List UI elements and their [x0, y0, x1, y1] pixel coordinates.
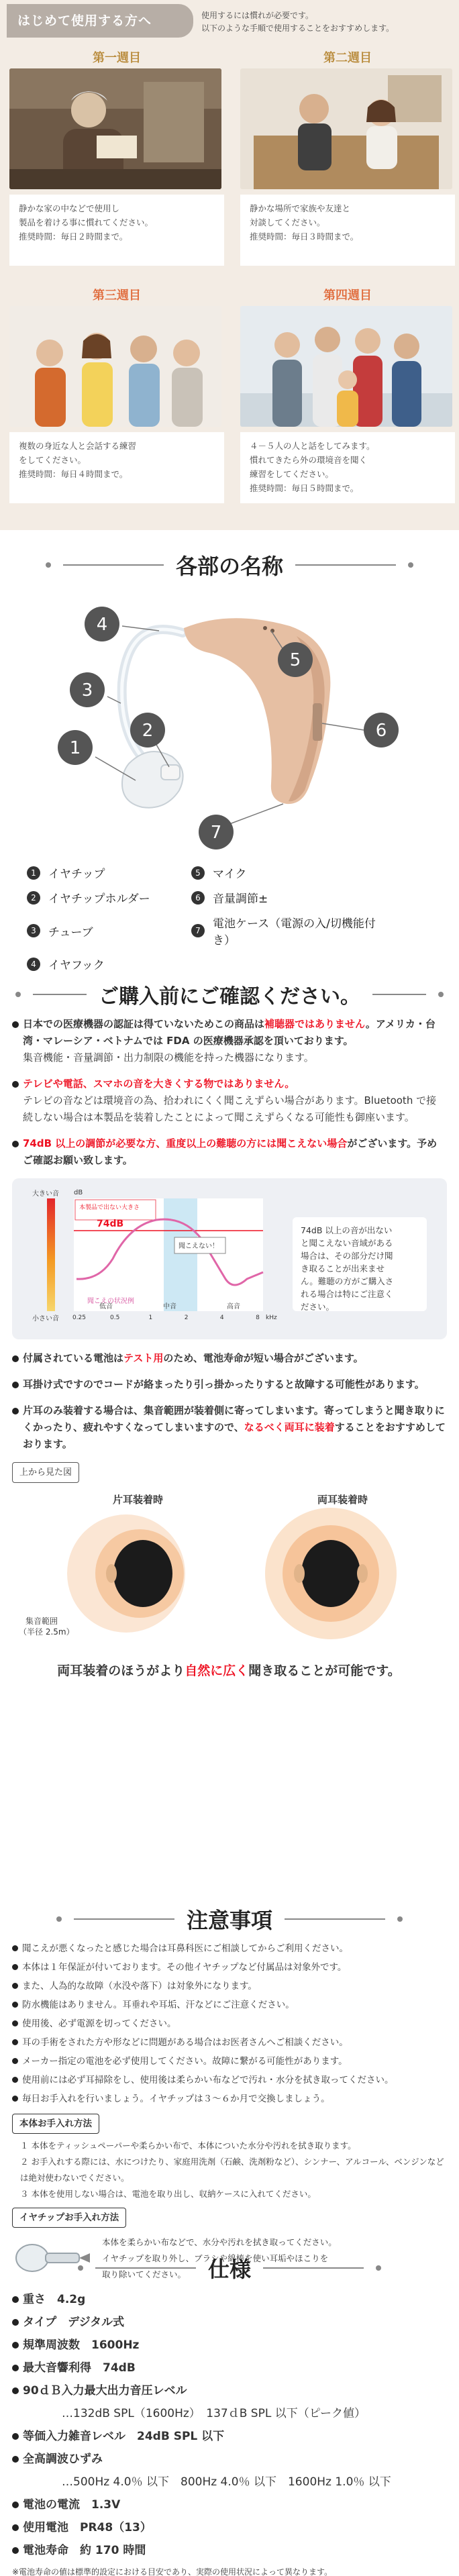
single-ear — [106, 1564, 117, 1583]
text: テレビの音などは環境音の為、拾われにくく聞こえずらい場合があります。Bluetooth で接続しない場合は本製品を装着したことによって聞こえずらくなる可能性も御座います。 — [23, 1094, 437, 1123]
mic-hole — [263, 626, 267, 630]
spec-item — [12, 2379, 446, 2402]
confirm-item-text — [23, 1135, 446, 1169]
svg-text:5: 5 — [289, 650, 301, 670]
range-radius: （半径 2.5m） — [19, 1627, 74, 1637]
freq-unit: kHz — [266, 1315, 277, 1321]
top-box-label: 本製品で出ない大きさ — [79, 1204, 140, 1211]
spec-item — [12, 2493, 446, 2516]
weeks-grid — [7, 48, 452, 514]
single-label: 片耳装着時 — [113, 1494, 164, 1506]
y-top-label: 大きい音 — [32, 1190, 59, 1198]
bullet — [12, 2077, 18, 2083]
x-group-label: 中音 — [163, 1303, 176, 1310]
week-desc-line: ４－５人の人と話をしてみます。 — [250, 441, 375, 451]
title-line — [33, 994, 87, 995]
title-dot — [46, 562, 51, 568]
confirm-title-row — [0, 973, 459, 1016]
week-desc — [9, 432, 224, 503]
note-text: 使用後、必ず電源を切ってください。 — [22, 2018, 176, 2029]
confirm-item — [12, 1016, 446, 1066]
bullet — [12, 1141, 19, 1147]
side-note-line: 74dB 以上の音が出ない — [301, 1225, 393, 1235]
week-card-4 — [240, 286, 455, 514]
side-note-line: ださい。 — [301, 1302, 335, 1312]
note-text: メーカー指定の電池を必ず使用してください。故障に繋がる可能性があります。 — [22, 2056, 348, 2067]
week-title: 第四週目 — [323, 289, 372, 303]
note-text: また、人為的な故障（水没や落下）は対象外になります。 — [22, 1981, 257, 1992]
title-line — [285, 1918, 385, 1920]
confirm-item — [12, 1076, 446, 1126]
bullet — [12, 2342, 19, 2349]
text: 集音機能・音量調節・出力制限の機能を持った機器になります。 — [23, 1051, 314, 1064]
week-desc-line: 製品を着ける事に慣れてください。 — [19, 217, 154, 227]
highlight: の方には聞こえない場合 — [236, 1137, 348, 1149]
highlight: テレビや電話、スマホの音を大きくする物ではありません。 — [23, 1078, 295, 1090]
inner-label: 聞こえない！ — [178, 1243, 219, 1250]
x-tick: 8 — [256, 1315, 260, 1321]
week-desc — [240, 195, 455, 266]
highlight: 補聴器ではありません — [264, 1018, 366, 1030]
care-item: ３ 本体を使用しない場合は、電池を取り出し、収納ケースに入れてください。 — [20, 2189, 316, 2199]
legend-number: 2 — [27, 891, 40, 905]
confirm-item — [12, 1135, 446, 1169]
note-item — [12, 1958, 446, 1977]
legend-item — [191, 864, 393, 881]
title-dot — [56, 1916, 62, 1922]
double-ear-right — [357, 1564, 368, 1583]
confirm-item-text — [23, 1016, 446, 1066]
spec-list — [12, 2288, 446, 2562]
single-head — [113, 1540, 172, 1607]
week-desc-line: 静かな場所で家族や友達と — [250, 203, 351, 213]
spec-text: 電池寿命 約 170 時間 — [23, 2544, 146, 2557]
ear-tip-holder — [161, 765, 180, 780]
text: のため、電池寿命が短い場合がございます。 — [163, 1352, 364, 1364]
callout-3 — [70, 672, 105, 707]
y-bottom-label: 小さい音 — [32, 1315, 59, 1323]
both-ears-note — [12, 1663, 446, 1680]
highlight: 自然に広く — [185, 1663, 249, 1678]
text: することをおすすめしております。 — [23, 1421, 446, 1450]
text: 。アメリカ・台湾・マレーシア・ベトナムでは FDA の医療機器承認を頂いております。 — [23, 1018, 436, 1047]
title-line — [95, 2267, 196, 2269]
intro-section — [0, 0, 459, 530]
title-line — [74, 1918, 174, 1920]
care-list — [12, 2138, 446, 2202]
week-desc-line: 推奨時間：毎日３時間まで。 — [250, 231, 359, 242]
title-dot — [15, 992, 21, 997]
spec-item — [12, 2288, 446, 2311]
note-text: 本体は１年保証が付いております。その他イヤチップなど付属品は対象外です。 — [22, 1962, 347, 1973]
double-ear-left — [294, 1564, 305, 1583]
spec-item — [12, 2539, 446, 2562]
confirm-title: ご購入前にご確認ください。 — [99, 985, 360, 1009]
week-desc-line: 推奨時間：毎日２時間まで。 — [19, 231, 128, 242]
parts-legend — [0, 864, 459, 972]
chart-side-note — [293, 1217, 427, 1311]
note-item — [12, 2052, 446, 2071]
x-tick: 1 — [148, 1315, 153, 1321]
tip-line: イヤチップを取り外し、ブラシや綿棒を使い耳垢やほこりを — [102, 2253, 329, 2263]
legend-item — [27, 914, 191, 947]
title-dot — [376, 2265, 381, 2271]
note-text: 使用前には必ず耳掃除をし、使用後は柔らかい布などで汚れ・水分を拭き取ってください。 — [22, 2075, 394, 2085]
title-line — [295, 564, 396, 566]
x-group-label: 低音 — [99, 1303, 113, 1310]
title-line — [263, 2267, 364, 2269]
svg-text:2: 2 — [142, 721, 154, 741]
week-desc — [240, 432, 455, 503]
bullet — [12, 1382, 19, 1388]
callout-7 — [199, 815, 234, 849]
side-note-line: と聞こえない音域がある — [301, 1238, 393, 1248]
highlight: 74dB 以上の調節が必要な方、重度以上の — [23, 1137, 217, 1149]
legend-item — [27, 864, 191, 881]
top-view-diagram — [12, 1483, 447, 1651]
week-desc — [9, 195, 224, 266]
x-tick: 4 — [219, 1315, 224, 1321]
week-photo-family — [240, 306, 452, 427]
confirm-body — [0, 1016, 459, 1680]
title-dot — [397, 1916, 403, 1922]
spec-item — [12, 2448, 446, 2471]
legend-item — [191, 914, 393, 947]
bullet — [12, 1983, 18, 1989]
bottom-label: 聞こえの状況例 — [87, 1298, 134, 1305]
legend-item — [191, 889, 393, 906]
confirm-item — [12, 1376, 446, 1393]
title-line — [372, 994, 426, 995]
text: 片耳のみ装着する場合は、集音範囲が装着側に寄ってしまいます。寄ってしまうと聞き取りにくかったり、疲れやすくなってしまいますので、 — [23, 1404, 445, 1433]
legend-number: 3 — [27, 924, 40, 937]
mid-band — [164, 1198, 197, 1311]
volume-arrow — [47, 1198, 55, 1311]
level-74-label: 74dB — [97, 1219, 124, 1229]
bullet — [12, 2547, 19, 2554]
care-item: １ 本体をティッシュペーパーや柔らかい布で、本体についた水分や汚れを拭き取ります。 — [20, 2141, 356, 2151]
tip-line: 本体を柔らかい布などで、水分や汚れを拭き取ってください。 — [102, 2237, 337, 2247]
bullet — [12, 2524, 19, 2531]
spec-item — [12, 2334, 446, 2357]
svg-text:1: 1 — [69, 738, 81, 758]
x-tick: 2 — [184, 1315, 189, 1321]
spec-text: 最大音響利得 74dB — [23, 2361, 136, 2375]
confirm-item-text — [23, 1402, 446, 1453]
svg-text:4: 4 — [96, 615, 108, 635]
hearing-chart — [12, 1178, 447, 1339]
svg-text:6: 6 — [375, 721, 387, 741]
callout-4 — [85, 607, 119, 641]
bullet — [12, 2020, 18, 2026]
bullet — [12, 2365, 19, 2371]
legend-number: 5 — [191, 866, 205, 880]
week-desc-line: 練習をしてください。 — [250, 469, 334, 479]
note-item — [12, 2090, 446, 2108]
bullet — [12, 2456, 19, 2463]
double-label: 両耳装着時 — [317, 1494, 368, 1506]
intro-text — [193, 4, 394, 35]
note-text: 毎日お手入れを行いましょう。イヤチップは３～６か月で交換しましょう。 — [22, 2094, 330, 2104]
side-note-line: れる場合は特にご注意く — [301, 1289, 393, 1299]
legend-number: 7 — [191, 924, 205, 937]
side-note-line: き取ることが出来ませ — [301, 1264, 385, 1274]
tip-tag: イヤチップお手入れ方法 — [12, 2208, 126, 2228]
week-desc-line: をしてください。 — [19, 455, 87, 465]
bullet — [12, 2058, 18, 2064]
bullet — [12, 1408, 19, 1414]
note-item — [12, 2033, 446, 2052]
bullet — [12, 1964, 18, 1970]
bullet — [12, 1355, 19, 1362]
note-text: 耳の手術をされた方や形などに問題がある場合はお医者さんへご相談ください。 — [22, 2037, 348, 2048]
spec-text: 90ｄＢ入力最大出力音圧レベル — [23, 2384, 187, 2398]
text: 聞き取ることが可能です。 — [248, 1663, 401, 1678]
spec-subitem: …132dB SPL（1600Hz） 137ｄB SPL 以下（ピーク値） — [62, 2407, 366, 2420]
legend-item — [27, 956, 191, 972]
intro-text-line: 使用するには慣れが必要です。 — [201, 11, 314, 20]
spec-title: 仕様 — [207, 2257, 251, 2282]
svg-text:3: 3 — [81, 680, 93, 701]
spec-item — [12, 2311, 446, 2334]
top-view — [12, 1462, 446, 1656]
spec-body — [0, 2288, 459, 2576]
spec-text: タイプ デジタル式 — [23, 2316, 125, 2329]
top-view-tag: 上から見た図 — [12, 1462, 79, 1483]
notes-title: 注意事項 — [186, 1908, 272, 1933]
tip-line: 取り除いてください。 — [102, 2269, 187, 2279]
note-item — [12, 2014, 446, 2033]
callout-5 — [278, 642, 313, 677]
confirm-item — [12, 1402, 446, 1453]
intro-header — [7, 4, 452, 48]
spec-text: 電池の電流 1.3V — [23, 2498, 121, 2512]
notes-title-row — [0, 1899, 459, 1939]
side-note-line: ん。難聴の方がご購入さ — [301, 1276, 394, 1286]
double-head — [301, 1540, 360, 1607]
intro-text-line: 以下のような手順で使用することをおすすめします。 — [201, 23, 395, 33]
volume-control — [313, 703, 322, 741]
bullet — [12, 2096, 18, 2102]
range-label: 集音範囲 — [26, 1616, 58, 1626]
svg-text:7: 7 — [210, 823, 222, 843]
week-photo-group-chat — [9, 306, 221, 427]
week-title: 第一週目 — [93, 51, 141, 65]
title-line — [63, 564, 164, 566]
spec-text: 全高調波ひずみ — [23, 2453, 103, 2466]
legend-number: 1 — [27, 866, 40, 880]
legend-label: イヤフック — [48, 959, 105, 972]
confirm-item-text — [23, 1350, 364, 1367]
hearing-aid-diagram — [28, 589, 431, 864]
bullet — [12, 2433, 19, 2440]
x-tick: 0.5 — [110, 1315, 120, 1321]
note-text: 防水機能はありません。耳垂れや耳垢、汗などにご注意ください。 — [22, 2000, 295, 2010]
legend-label: チューブ — [48, 925, 93, 939]
note-item — [12, 2071, 446, 2090]
week-card-1 — [9, 48, 224, 276]
spec-footnote: ※電池寿命の値は標準的設定における目安であり、実際の使用状況によって異なります。 — [12, 2567, 333, 2576]
week-desc-line: 慣れてきたら外の環境音を聞く — [250, 455, 368, 465]
week-title: 第二週目 — [323, 51, 372, 65]
callout-2 — [130, 713, 165, 748]
spec-text: 規準周波数 1600Hz — [23, 2338, 140, 2352]
callout-6 — [364, 713, 399, 748]
legend-label: イヤチップホルダー — [48, 892, 150, 906]
highlight: 難聴 — [216, 1137, 237, 1149]
bullet — [12, 2502, 19, 2508]
week-card-2 — [240, 48, 455, 276]
confirm-item-text — [23, 1076, 446, 1126]
bullet — [12, 2296, 19, 2303]
spec-section — [0, 2248, 459, 2576]
text: 両耳装着のほうがより — [57, 1663, 185, 1678]
note-item — [12, 1996, 446, 2014]
confirm-item-text: 耳掛け式ですのでコードが絡まったり引っ掛かったりすると故障する可能性があります。 — [23, 1378, 425, 1390]
callout-1 — [58, 730, 93, 765]
spec-item — [12, 2425, 446, 2448]
week-desc-line: 推奨時間：毎日４時間まで。 — [19, 469, 128, 479]
legend-label: 音量調節± — [213, 892, 268, 906]
text: 付属されている電池は — [23, 1352, 124, 1364]
x-group-label: 高音 — [227, 1303, 240, 1310]
note-item — [12, 1939, 446, 1958]
bullet — [12, 1081, 19, 1088]
x-ticks — [72, 1315, 260, 1321]
week-desc-line: 複数の身近な人と会話する練習 — [19, 441, 137, 451]
side-note-line: 場合は、その部分だけ聞 — [301, 1251, 393, 1261]
title-dot — [438, 992, 444, 997]
week-desc-line: 静かな家の中などで使用し — [19, 203, 120, 213]
week-desc-line: 推奨時間：毎日５時間まで。 — [250, 483, 359, 493]
ear-tip-icon — [12, 2234, 93, 2281]
spec-text: 等価入力雑音レベル 24dB SPL 以下 — [23, 2430, 225, 2443]
parts-title: 各部の名称 — [175, 554, 283, 579]
care-tag: 本体お手入れ方法 — [12, 2114, 99, 2134]
bullet — [12, 2039, 18, 2045]
parts-section — [0, 530, 459, 973]
text: 日本での医療機器の認証は得ていないためこの商品は — [23, 1018, 265, 1030]
confirm-item — [12, 1350, 446, 1367]
spec-item — [12, 2516, 446, 2539]
x-tick: 0.25 — [72, 1315, 87, 1321]
bullet — [12, 2319, 19, 2326]
hearing-chart-svg — [12, 1178, 287, 1339]
intro-badge: はじめて使用する方へ — [7, 4, 193, 38]
spec-subitem: …500Hz 4.0％ 以下 800Hz 4.0％ 以下 1600Hz 1.0％ 以下 — [62, 2475, 391, 2489]
parts-title-row — [0, 541, 459, 589]
title-dot — [408, 562, 413, 568]
week-card-3 — [9, 286, 224, 514]
spec-text: 重さ 4.2g — [23, 2293, 86, 2306]
note-item — [12, 1977, 446, 1996]
week-photo-elderly-reading — [9, 68, 221, 189]
bullet — [12, 1021, 19, 1028]
legend-item — [27, 889, 191, 906]
highlight: テスト用 — [123, 1352, 164, 1364]
db-unit: dB — [74, 1189, 83, 1196]
title-dot — [78, 2265, 83, 2271]
bullet — [12, 2002, 18, 2008]
note-text: 聞こえが悪くなったと感じた場合は耳鼻科医にご相談してからご利用ください。 — [22, 1943, 348, 1954]
week-desc-line: 対談してください。 — [250, 217, 325, 227]
week-title: 第三週目 — [93, 289, 141, 303]
legend-label: イヤチップ — [48, 868, 105, 881]
legend-number: 6 — [191, 891, 205, 905]
bullet — [12, 2387, 19, 2394]
notes-body — [0, 1939, 459, 2283]
spec-text: 使用電池 PR48（13） — [23, 2521, 152, 2534]
text: がございます。予めご確認お願い致します。 — [23, 1137, 438, 1166]
bullet — [12, 1945, 18, 1951]
highlight: なるべく両耳に装着 — [244, 1421, 335, 1433]
notes-list — [12, 1939, 446, 2108]
confirm-section — [0, 973, 459, 1899]
week-photo-couple-talking — [240, 68, 452, 189]
legend-number: 4 — [27, 958, 40, 971]
legend-label: 電池ケース（電源の入/切機能付き） — [213, 917, 376, 947]
spec-item — [12, 2357, 446, 2379]
legend-label: マイク — [213, 868, 247, 881]
care-item: ２ お手入れする際には、水につけたり、家庭用洗剤（石鹸、洗剤粉など）、シンナー、アルコール、ベンジンなどは絶対使わないでください。 — [20, 2157, 444, 2183]
